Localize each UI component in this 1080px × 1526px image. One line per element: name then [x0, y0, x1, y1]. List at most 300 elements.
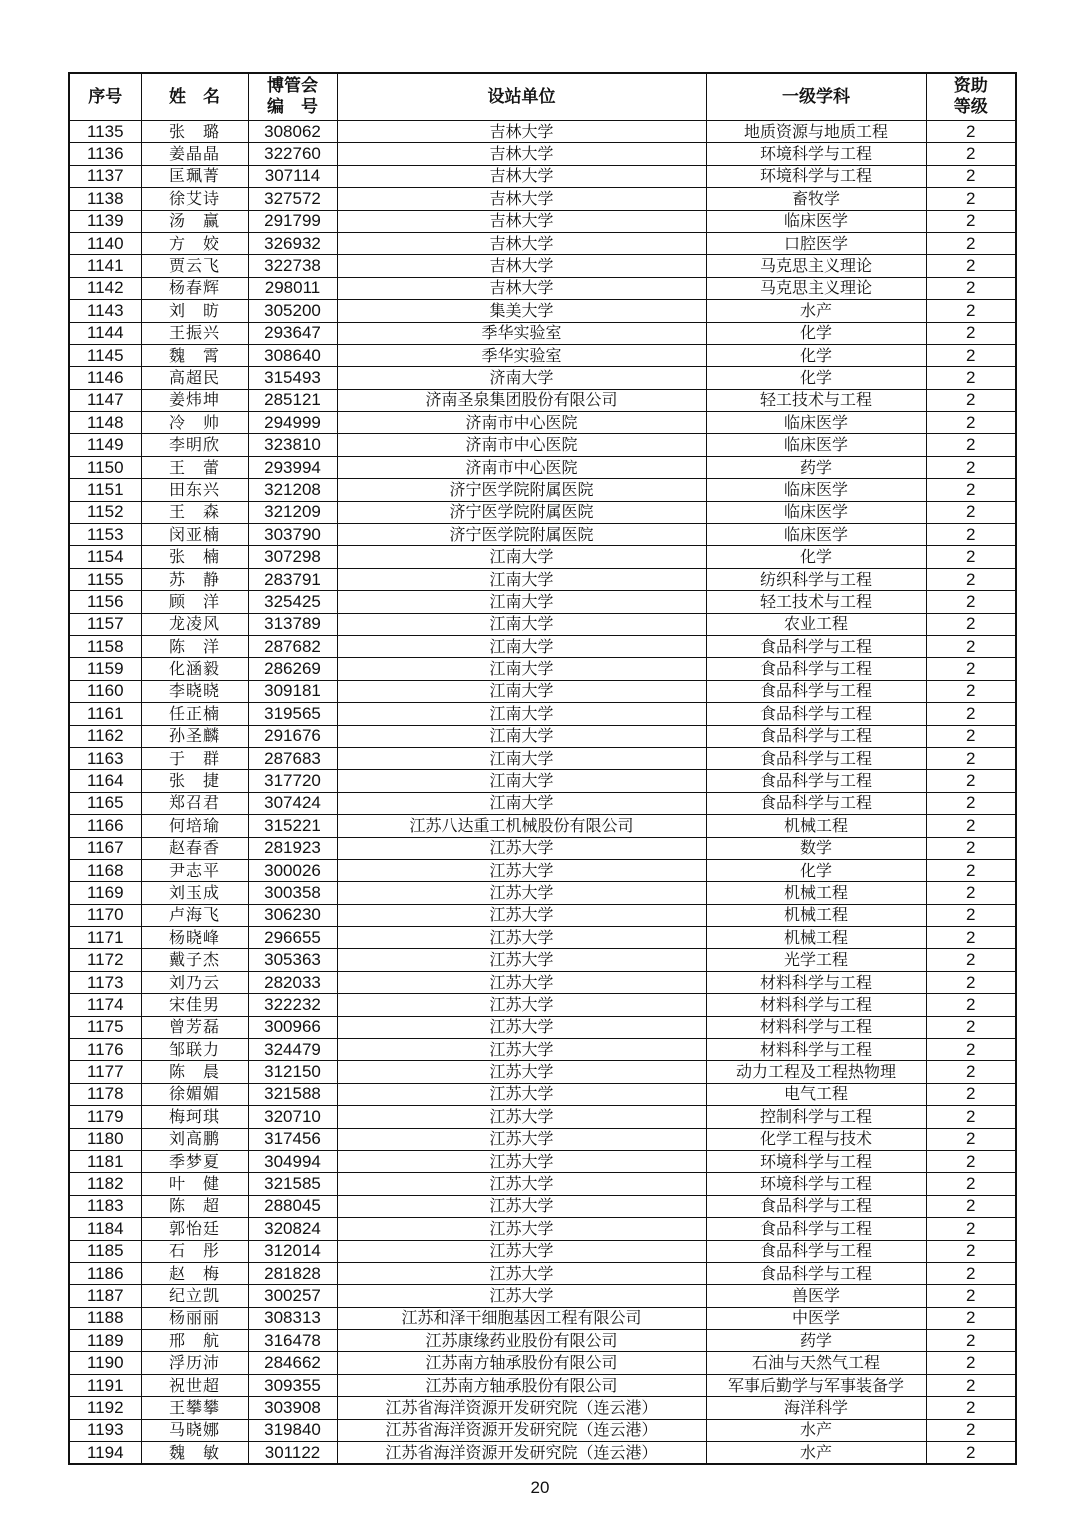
- cell-seq: 1151: [69, 479, 141, 501]
- cell-seq: 1161: [69, 703, 141, 725]
- cell-code: 308062: [248, 121, 337, 143]
- cell-seq: 1139: [69, 210, 141, 232]
- cell-name: 宋佳男: [141, 994, 248, 1016]
- cell-subject: 食品科学与工程: [706, 635, 926, 657]
- cell-seq: 1185: [69, 1240, 141, 1262]
- cell-code: 300257: [248, 1285, 337, 1307]
- cell-code: 325425: [248, 591, 337, 613]
- cell-code: 296655: [248, 927, 337, 949]
- cell-grade: 2: [926, 994, 1016, 1016]
- cell-code: 283791: [248, 568, 337, 590]
- cell-seq: 1181: [69, 1150, 141, 1172]
- cell-code: 298011: [248, 277, 337, 299]
- cell-seq: 1140: [69, 232, 141, 254]
- cell-name: 刘高鹏: [141, 1128, 248, 1150]
- cell-code: 303790: [248, 524, 337, 546]
- table-row: [69, 1352, 1016, 1374]
- cell-name: 邢 航: [141, 1330, 248, 1352]
- cell-seq: 1153: [69, 524, 141, 546]
- cell-subject: 临床医学: [706, 210, 926, 232]
- cell-subject: 食品科学与工程: [706, 1195, 926, 1217]
- cell-name: 赵春香: [141, 837, 248, 859]
- cell-code: 307298: [248, 546, 337, 568]
- cell-name: 王振兴: [141, 322, 248, 344]
- cell-unit: 江苏大学: [337, 1195, 706, 1217]
- cell-subject: 军事后勤学与军事装备学: [706, 1374, 926, 1396]
- cell-subject: 动力工程及工程热物理: [706, 1061, 926, 1083]
- cell-seq: 1182: [69, 1173, 141, 1195]
- cell-seq: 1154: [69, 546, 141, 568]
- cell-subject: 口腔医学: [706, 232, 926, 254]
- cell-subject: 农业工程: [706, 613, 926, 635]
- cell-code: 309181: [248, 680, 337, 702]
- table-row: [69, 434, 1016, 456]
- cell-code: 321208: [248, 479, 337, 501]
- cell-code: 322760: [248, 143, 337, 165]
- cell-seq: 1177: [69, 1061, 141, 1083]
- table-row: [69, 1330, 1016, 1352]
- cell-seq: 1146: [69, 367, 141, 389]
- cell-subject: 材料科学与工程: [706, 1039, 926, 1061]
- cell-name: 季梦夏: [141, 1150, 248, 1172]
- cell-grade: 2: [926, 501, 1016, 523]
- cell-grade: 2: [926, 255, 1016, 277]
- header-grade-line2: 等级: [953, 97, 988, 117]
- cell-seq: 1173: [69, 971, 141, 993]
- cell-seq: 1191: [69, 1374, 141, 1396]
- table-row: [69, 815, 1016, 837]
- cell-unit: 江苏大学: [337, 1106, 706, 1128]
- cell-grade: 2: [926, 770, 1016, 792]
- table-row: [69, 255, 1016, 277]
- cell-code: 282033: [248, 971, 337, 993]
- cell-seq: 1160: [69, 680, 141, 702]
- cell-grade: 2: [926, 725, 1016, 747]
- cell-seq: 1171: [69, 927, 141, 949]
- cell-name: 张 璐: [141, 121, 248, 143]
- cell-code: 320710: [248, 1106, 337, 1128]
- cell-name: 刘乃云: [141, 971, 248, 993]
- cell-name: 梅珂琪: [141, 1106, 248, 1128]
- cell-unit: 江苏省海洋资源开发研究院（连云港）: [337, 1419, 706, 1441]
- cell-code: 294999: [248, 412, 337, 434]
- cell-name: 化涵毅: [141, 658, 248, 680]
- cell-name: 郭怡廷: [141, 1218, 248, 1240]
- cell-grade: 2: [926, 815, 1016, 837]
- table-row: [69, 322, 1016, 344]
- cell-code: 317456: [248, 1128, 337, 1150]
- cell-unit: 江苏省海洋资源开发研究院（连云港）: [337, 1442, 706, 1465]
- cell-unit: 江南大学: [337, 568, 706, 590]
- cell-unit: 江苏南方轴承股份有限公司: [337, 1374, 706, 1396]
- cell-grade: 2: [926, 1218, 1016, 1240]
- cell-name: 徐媚媚: [141, 1083, 248, 1105]
- cell-grade: 2: [926, 1374, 1016, 1396]
- table-row: [69, 770, 1016, 792]
- cell-name: 王 森: [141, 501, 248, 523]
- cell-name: 田东兴: [141, 479, 248, 501]
- cell-code: 300358: [248, 882, 337, 904]
- cell-code: 308640: [248, 344, 337, 366]
- cell-code: 319565: [248, 703, 337, 725]
- cell-grade: 2: [926, 971, 1016, 993]
- cell-grade: 2: [926, 277, 1016, 299]
- cell-name: 姜炜坤: [141, 389, 248, 411]
- cell-code: 306230: [248, 904, 337, 926]
- cell-grade: 2: [926, 635, 1016, 657]
- cell-code: 281923: [248, 837, 337, 859]
- cell-subject: 化学工程与技术: [706, 1128, 926, 1150]
- cell-subject: 马克思主义理论: [706, 255, 926, 277]
- cell-grade: 2: [926, 1173, 1016, 1195]
- table-row: [69, 613, 1016, 635]
- cell-seq: 1152: [69, 501, 141, 523]
- cell-subject: 化学: [706, 344, 926, 366]
- cell-code: 321585: [248, 1173, 337, 1195]
- cell-seq: 1194: [69, 1442, 141, 1465]
- cell-name: 陈 晨: [141, 1061, 248, 1083]
- cell-code: 308313: [248, 1307, 337, 1329]
- cell-unit: 江南大学: [337, 613, 706, 635]
- cell-unit: 江苏大学: [337, 1039, 706, 1061]
- cell-name: 魏 霄: [141, 344, 248, 366]
- cell-unit: 吉林大学: [337, 232, 706, 254]
- table-row: [69, 1195, 1016, 1217]
- cell-subject: 食品科学与工程: [706, 658, 926, 680]
- table-row: [69, 658, 1016, 680]
- cell-unit: 济南市中心医院: [337, 456, 706, 478]
- cell-name: 张 捷: [141, 770, 248, 792]
- table-row: [69, 300, 1016, 322]
- cell-unit: 吉林大学: [337, 277, 706, 299]
- cell-code: 324479: [248, 1039, 337, 1061]
- cell-subject: 轻工技术与工程: [706, 591, 926, 613]
- cell-grade: 2: [926, 1150, 1016, 1172]
- table-row: [69, 232, 1016, 254]
- cell-unit: 江南大学: [337, 591, 706, 613]
- cell-seq: 1165: [69, 792, 141, 814]
- cell-name: 杨丽丽: [141, 1307, 248, 1329]
- cell-code: 320824: [248, 1218, 337, 1240]
- cell-name: 顾 洋: [141, 591, 248, 613]
- cell-seq: 1189: [69, 1330, 141, 1352]
- cell-code: 326932: [248, 232, 337, 254]
- cell-subject: 石油与天然气工程: [706, 1352, 926, 1374]
- cell-code: 305363: [248, 949, 337, 971]
- table-row: [69, 165, 1016, 187]
- cell-grade: 2: [926, 546, 1016, 568]
- cell-unit: 江南大学: [337, 703, 706, 725]
- cell-unit: 江苏大学: [337, 1262, 706, 1284]
- cell-subject: 化学: [706, 546, 926, 568]
- cell-subject: 控制科学与工程: [706, 1106, 926, 1128]
- table-row: [69, 412, 1016, 434]
- cell-subject: 化学: [706, 367, 926, 389]
- cell-code: 309355: [248, 1374, 337, 1396]
- cell-seq: 1190: [69, 1352, 141, 1374]
- cell-seq: 1172: [69, 949, 141, 971]
- table-row: [69, 971, 1016, 993]
- cell-unit: 江苏康缘药业股份有限公司: [337, 1330, 706, 1352]
- cell-subject: 临床医学: [706, 479, 926, 501]
- cell-unit: 济宁医学院附属医院: [337, 524, 706, 546]
- cell-seq: 1148: [69, 412, 141, 434]
- cell-code: 291799: [248, 210, 337, 232]
- cell-subject: 食品科学与工程: [706, 703, 926, 725]
- cell-unit: 吉林大学: [337, 121, 706, 143]
- cell-unit: 江苏大学: [337, 1016, 706, 1038]
- cell-unit: 吉林大学: [337, 143, 706, 165]
- cell-grade: 2: [926, 680, 1016, 702]
- cell-code: 317720: [248, 770, 337, 792]
- cell-grade: 2: [926, 1106, 1016, 1128]
- cell-subject: 食品科学与工程: [706, 725, 926, 747]
- table-row: [69, 344, 1016, 366]
- cell-subject: 化学: [706, 322, 926, 344]
- cell-subject: 光学工程: [706, 949, 926, 971]
- cell-unit: 江苏大学: [337, 859, 706, 881]
- cell-unit: 江南大学: [337, 658, 706, 680]
- cell-unit: 江苏大学: [337, 1061, 706, 1083]
- cell-subject: 食品科学与工程: [706, 1262, 926, 1284]
- cell-seq: 1163: [69, 747, 141, 769]
- table-row: [69, 837, 1016, 859]
- table-row: [69, 479, 1016, 501]
- cell-code: 315493: [248, 367, 337, 389]
- table-body: [69, 121, 1016, 1465]
- table-row: [69, 1285, 1016, 1307]
- table-row: [69, 1083, 1016, 1105]
- cell-name: 任正楠: [141, 703, 248, 725]
- cell-unit: 江苏八达重工机械股份有限公司: [337, 815, 706, 837]
- cell-seq: 1156: [69, 591, 141, 613]
- cell-code: 287683: [248, 747, 337, 769]
- cell-subject: 机械工程: [706, 882, 926, 904]
- cell-grade: 2: [926, 859, 1016, 881]
- table-row: [69, 367, 1016, 389]
- table-row: [69, 680, 1016, 702]
- header-code-line2: 编 号: [267, 97, 318, 117]
- cell-seq: 1174: [69, 994, 141, 1016]
- cell-name: 汤 赢: [141, 210, 248, 232]
- cell-seq: 1187: [69, 1285, 141, 1307]
- cell-unit: 江苏大学: [337, 927, 706, 949]
- cell-subject: 轻工技术与工程: [706, 389, 926, 411]
- cell-name: 陈 超: [141, 1195, 248, 1217]
- table-row: [69, 1039, 1016, 1061]
- cell-grade: 2: [926, 949, 1016, 971]
- cell-code: 286269: [248, 658, 337, 680]
- cell-subject: 药学: [706, 456, 926, 478]
- cell-grade: 2: [926, 143, 1016, 165]
- table-row: [69, 1397, 1016, 1419]
- cell-unit: 江苏大学: [337, 971, 706, 993]
- cell-subject: 环境科学与工程: [706, 1150, 926, 1172]
- cell-code: 301122: [248, 1442, 337, 1465]
- cell-seq: 1186: [69, 1262, 141, 1284]
- cell-seq: 1175: [69, 1016, 141, 1038]
- cell-unit: 集美大学: [337, 300, 706, 322]
- cell-unit: 江苏省海洋资源开发研究院（连云港）: [337, 1397, 706, 1419]
- cell-code: 312014: [248, 1240, 337, 1262]
- cell-name: 贾云飞: [141, 255, 248, 277]
- cell-code: 312150: [248, 1061, 337, 1083]
- cell-name: 王攀攀: [141, 1397, 248, 1419]
- cell-subject: 水产: [706, 1442, 926, 1465]
- cell-grade: 2: [926, 1083, 1016, 1105]
- cell-unit: 吉林大学: [337, 255, 706, 277]
- table-row: [69, 1061, 1016, 1083]
- cell-name: 浮历沛: [141, 1352, 248, 1374]
- cell-unit: 江南大学: [337, 680, 706, 702]
- cell-name: 方 姣: [141, 232, 248, 254]
- cell-grade: 2: [926, 434, 1016, 456]
- cell-unit: 吉林大学: [337, 165, 706, 187]
- cell-grade: 2: [926, 188, 1016, 210]
- cell-name: 赵 梅: [141, 1262, 248, 1284]
- cell-subject: 畜牧学: [706, 188, 926, 210]
- cell-name: 叶 健: [141, 1173, 248, 1195]
- table-row: [69, 568, 1016, 590]
- table-row: [69, 188, 1016, 210]
- table-row: [69, 277, 1016, 299]
- cell-name: 杨晓峰: [141, 927, 248, 949]
- cell-unit: 济南市中心医院: [337, 412, 706, 434]
- table-row: [69, 927, 1016, 949]
- cell-code: 315221: [248, 815, 337, 837]
- cell-code: 304994: [248, 1150, 337, 1172]
- cell-unit: 江苏大学: [337, 1128, 706, 1150]
- table-row: [69, 1262, 1016, 1284]
- funding-roster-table: [68, 72, 1017, 1465]
- cell-name: 于 群: [141, 747, 248, 769]
- header-grade-line1: 资助: [953, 76, 988, 96]
- header-seq: 序号: [69, 73, 141, 121]
- cell-seq: 1158: [69, 635, 141, 657]
- cell-seq: 1145: [69, 344, 141, 366]
- cell-grade: 2: [926, 837, 1016, 859]
- header-unit: 设站单位: [337, 73, 706, 121]
- cell-subject: 兽医学: [706, 1285, 926, 1307]
- cell-grade: 2: [926, 747, 1016, 769]
- header-code-line1: 博管会: [267, 76, 318, 96]
- cell-grade: 2: [926, 703, 1016, 725]
- cell-grade: 2: [926, 412, 1016, 434]
- header-subject: 一级学科: [706, 73, 926, 121]
- cell-unit: 季华实验室: [337, 322, 706, 344]
- cell-code: 293994: [248, 456, 337, 478]
- cell-grade: 2: [926, 1016, 1016, 1038]
- cell-code: 285121: [248, 389, 337, 411]
- cell-seq: 1147: [69, 389, 141, 411]
- cell-unit: 江苏南方轴承股份有限公司: [337, 1352, 706, 1374]
- table-row: [69, 389, 1016, 411]
- cell-name: 姜晶晶: [141, 143, 248, 165]
- cell-name: 刘 昉: [141, 300, 248, 322]
- cell-grade: 2: [926, 591, 1016, 613]
- cell-unit: 江苏大学: [337, 1083, 706, 1105]
- cell-unit: 济南大学: [337, 367, 706, 389]
- cell-grade: 2: [926, 1039, 1016, 1061]
- cell-name: 马晓娜: [141, 1419, 248, 1441]
- header-name: 姓 名: [141, 73, 248, 121]
- table-row: [69, 949, 1016, 971]
- cell-grade: 2: [926, 456, 1016, 478]
- cell-unit: 济南市中心医院: [337, 434, 706, 456]
- cell-grade: 2: [926, 1285, 1016, 1307]
- table-row: [69, 1218, 1016, 1240]
- cell-name: 冷 帅: [141, 412, 248, 434]
- cell-seq: 1149: [69, 434, 141, 456]
- cell-grade: 2: [926, 367, 1016, 389]
- cell-seq: 1166: [69, 815, 141, 837]
- cell-name: 匡珮菁: [141, 165, 248, 187]
- cell-seq: 1178: [69, 1083, 141, 1105]
- table-row: [69, 859, 1016, 881]
- cell-grade: 2: [926, 300, 1016, 322]
- cell-name: 祝世超: [141, 1374, 248, 1396]
- cell-name: 闵亚楠: [141, 524, 248, 546]
- cell-subject: 水产: [706, 1419, 926, 1441]
- cell-grade: 2: [926, 389, 1016, 411]
- table-header-row: [69, 73, 1016, 121]
- table-row: [69, 635, 1016, 657]
- table-row: [69, 747, 1016, 769]
- cell-code: 303908: [248, 1397, 337, 1419]
- cell-seq: 1192: [69, 1397, 141, 1419]
- cell-code: 327572: [248, 188, 337, 210]
- cell-seq: 1141: [69, 255, 141, 277]
- table-row: [69, 524, 1016, 546]
- cell-grade: 2: [926, 1442, 1016, 1465]
- cell-subject: 化学: [706, 859, 926, 881]
- cell-subject: 材料科学与工程: [706, 1016, 926, 1038]
- cell-unit: 江苏大学: [337, 882, 706, 904]
- cell-subject: 机械工程: [706, 815, 926, 837]
- cell-unit: 吉林大学: [337, 188, 706, 210]
- cell-code: 323810: [248, 434, 337, 456]
- cell-name: 孙圣麟: [141, 725, 248, 747]
- table-row: [69, 1240, 1016, 1262]
- cell-seq: 1179: [69, 1106, 141, 1128]
- cell-unit: 济宁医学院附属医院: [337, 479, 706, 501]
- cell-code: 313789: [248, 613, 337, 635]
- cell-seq: 1193: [69, 1419, 141, 1441]
- cell-name: 何培瑜: [141, 815, 248, 837]
- table-row: [69, 1128, 1016, 1150]
- cell-subject: 食品科学与工程: [706, 1240, 926, 1262]
- cell-code: 307424: [248, 792, 337, 814]
- cell-name: 邹联力: [141, 1039, 248, 1061]
- cell-name: 魏 敏: [141, 1442, 248, 1465]
- cell-subject: 临床医学: [706, 501, 926, 523]
- cell-seq: 1137: [69, 165, 141, 187]
- cell-seq: 1176: [69, 1039, 141, 1061]
- cell-unit: 江苏大学: [337, 994, 706, 1016]
- table-row: [69, 703, 1016, 725]
- cell-code: 319840: [248, 1419, 337, 1441]
- table-row: [69, 994, 1016, 1016]
- cell-grade: 2: [926, 479, 1016, 501]
- table-row: [69, 501, 1016, 523]
- cell-subject: 马克思主义理论: [706, 277, 926, 299]
- cell-name: 卢海飞: [141, 904, 248, 926]
- cell-grade: 2: [926, 1262, 1016, 1284]
- cell-seq: 1135: [69, 121, 141, 143]
- cell-grade: 2: [926, 568, 1016, 590]
- cell-code: 300966: [248, 1016, 337, 1038]
- cell-unit: 江南大学: [337, 725, 706, 747]
